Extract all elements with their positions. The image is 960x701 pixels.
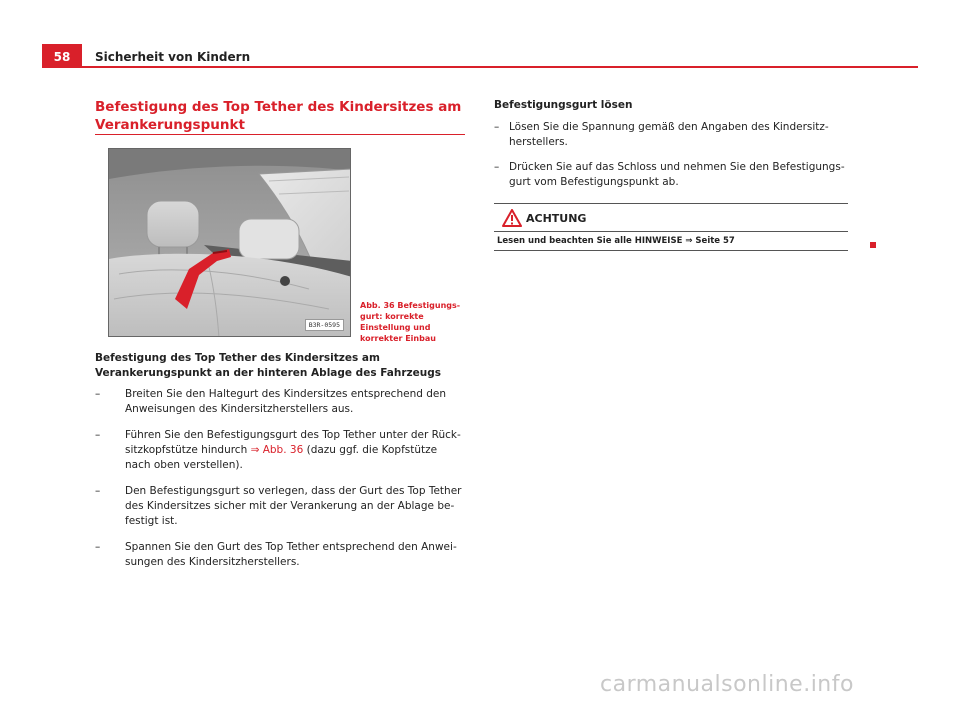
section-rule [95,134,465,135]
figure-reference-link[interactable]: ⇒ Abb. 36 [250,444,304,456]
header-rule [82,66,918,68]
warning-triangle-icon [502,209,522,227]
release-steps [494,120,848,200]
watermark: carmanualsonline.info [600,672,854,697]
list-item: – Den Befestigungsgurt so verlegen, dass der Gurt des Top Tether des Kindersitzes sicher mit der Verankerung an der Ablage befestigt ist. [95,485,462,527]
header-title: Sicherheit von Kindern [95,50,251,64]
release-heading: Befestigungsgurt lösen [494,99,633,111]
list-item: – Spannen Sie den Gurt des Top Tether entsprechend den Anweisungen des Kindersitzherstellers. [95,541,457,568]
warning-box [494,203,848,251]
procedure-heading: Befestigung des Top Tether des Kindersitzes am Verankerungspunkt an der hinteren Ablage des Fahrzeugs [95,352,441,379]
procedure-steps [95,387,465,581]
warning-body[interactable]: Lesen und beachten Sie alle HINWEISE ⇒ Seite 57 [497,236,735,246]
figure-code: B3R-0595 [305,319,344,331]
rear-seat-illustration [109,149,351,337]
figure-illustration [108,148,351,337]
list-item: – Führen Sie den Befestigungsgurt des Top Tether unter der Rücksitzkopfstütze hindurch ⇒ Abb. 36 (dazu ggf. die Kopfstütze nach oben verstellen). [95,429,461,471]
list-item: – Breiten Sie den Haltegurt des Kindersitzes entsprechend den Anweisungen des Kindersitzherstellers aus. [95,388,447,415]
section-end-marker [870,242,876,248]
list-item: – Drücken Sie auf das Schloss und nehmen Sie den Befestigungsgurt vom Befestigungspunkt ab. [494,161,845,188]
page-number: 58 [42,44,82,68]
section-title: Befestigung des Top Tether des Kindersitzes am Verankerungspunkt [95,99,462,133]
figure-caption: Abb. 36 Befestigungsgurt: korrekte Einstellung und korrekter Einbau [360,301,461,343]
warning-header [494,204,848,232]
list-item: – Lösen Sie die Spannung gemäß den Angaben des Kindersitzherstellers. [494,121,829,148]
warning-title: ACHTUNG [526,212,587,225]
